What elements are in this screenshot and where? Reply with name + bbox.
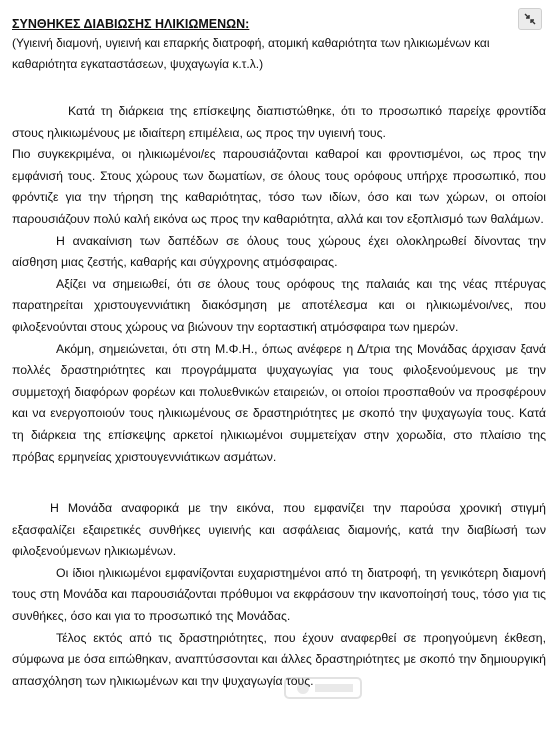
paragraph-5: Ακόμη, σημειώνεται, ότι στη Μ.Φ.Η., όπως ανέφερε η Δ/τρια της Μονάδας άρχισαν ξανά πολλές δραστηριότητες και προγράμματα ψυχαγωγίας για τους φιλοξενούμενους με την συμμετοχή διαφόρων φορέων και πολυεθνικών εταιρειών, οι οποίοι προσπαθούν να προσφέρουν και να ενεργοποιούν τους ηλικιωμένους σε δραστηριότητες με σκοπό την ψυχαγωγία τους. Κατά τη διάρκεια της επίσκεψης αρκετοί ηλικιωμένοι συμμετείχαν στην χορωδία, στο πλαίσιο της πρόβας ερμηνείας χριστουγεννιάτικων ασμάτων. bbox=[12, 341, 546, 464]
section-subheading: (Υγιεινή διαμονή, υγιεινή και επαρκής διατροφή, ατομική καθαριότητα των ηλικιωμένων και καθαριότητα εγκαταστάσεων, ψυχαγωγία κ.τ.λ.) bbox=[12, 36, 490, 71]
section-heading: ΣΥΝΘΗΚΕΣ ΔΙΑΒΙΩΣΗΣ ΗΛΙΚΙΩΜΕΝΩΝ: bbox=[12, 17, 250, 31]
collapse-arrows-glyph bbox=[524, 13, 536, 25]
paragraph-4: Αξίζει να σημειωθεί, ότι σε όλους τους ορόφους της παλαιάς και της νέας πτέρυγας παρατηρείται χριστουγεννιάτικη διακόσμηση με αποτέλεσμα και οι ηλικιωμένοι/νες, που φιλοξενούνται στους χώρους να βιώνουν την εορταστική ατμόσφαιρα των ημερών. bbox=[12, 276, 546, 334]
paragraph-6: Η Μονάδα αναφορικά με την εικόνα, που εμφανίζει την παρούσα χρονική στιγμή εξασφαλίζει εξαιρετικές συνθήκες υγιεινής και ασφάλειας διαμονής, κατά την διαβίωσή των φιλοξενούμενων ηλικιωμένων. bbox=[12, 501, 546, 559]
spacer bbox=[12, 75, 546, 101]
paragraph-7: Οι ίδιοι ηλικιωμένοι εμφανίζονται ευχαριστημένοι από τη διατροφή, τη γενικότερη διαμονή τους στη Μονάδα και παρουσιάζονται πρόθυμοι να εκφράσουν την ικανοποίησή τους, τόσο για τις συνθήκες, όσο και για το προσωπικό της Μονάδας. bbox=[12, 565, 546, 624]
watermark-logo bbox=[283, 674, 363, 702]
collapse-arrows-icon[interactable] bbox=[518, 8, 542, 30]
paragraph-3: Η ανακαίνιση των δαπέδων σε όλους τους χώρους έχει ολοκληρωθεί δίνοντας την αίσθηση μιας ζεστής, καθαρής και σύγχρονης ατμόσφαιρας. bbox=[12, 233, 546, 270]
paragraph-1: Κατά τη διάρκεια της επίσκεψης διαπιστώθηκε, ότι το προσωπικό παρείχε φροντίδα στους ηλικιωμένους με ιδιαίτερη επιμέλεια, ως προς την υγιεινή τους. bbox=[12, 104, 546, 140]
paragraph-8: Τέλος εκτός από τις δραστηριότητες, που έχουν αναφερθεί σε προηγούμενη έκθεση, σύμφωνα με όσα ειπώθηκαν, αναπτύσσονται και άλλες δραστηριότητες με σκοπό την δημιουργική απασχόληση των ηλικιωμένων και την ψυχαγωγία τους. bbox=[12, 630, 546, 688]
paragraph-2: Πιο συγκεκριμένα, οι ηλικιωμένοι/ες παρουσιάζονται καθαροί και φροντισμένοι, ως προς την εμφάνισή τους. Στους χώρους των δωματίων, σε όλους τους ορόφους υπήρχε προσωπικό, που φρόντιζε για την τήρηση της καθαριότητας, τόσο των ιδίων, όσο και των χώρων, οι οποίοι παρουσιάζουν πολύ καλή εικόνα ως προς την καθαριότητα, αλλά και τον εξοπλισμό των θαλάμων. bbox=[12, 147, 546, 226]
spacer bbox=[12, 468, 546, 498]
